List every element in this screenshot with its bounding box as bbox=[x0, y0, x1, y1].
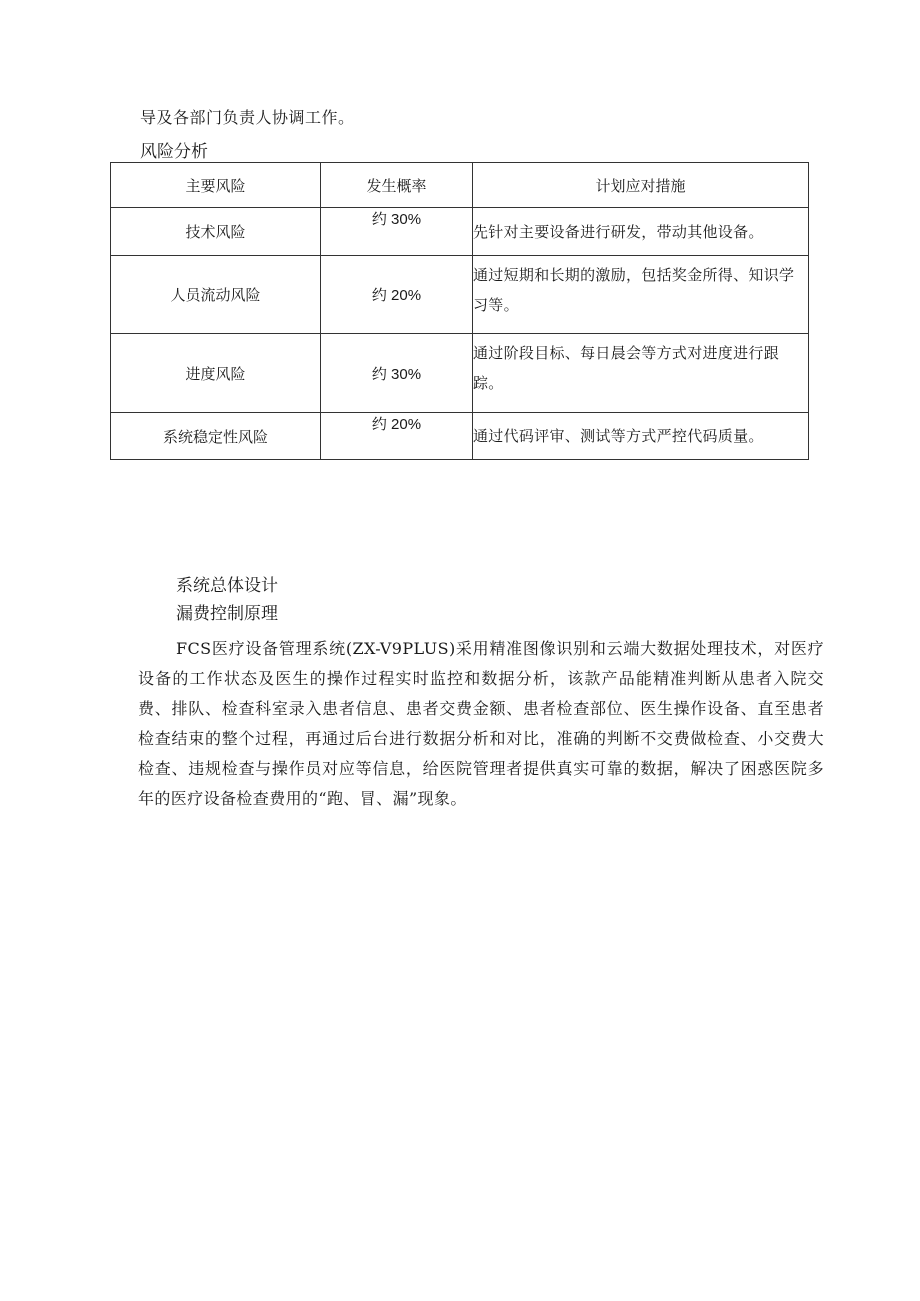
table-header-row bbox=[111, 163, 809, 208]
header-countermeasure: 计划应对措施 bbox=[473, 163, 809, 208]
risk-name-cell: 技术风险 bbox=[111, 208, 321, 256]
measure-cell: 通过阶段目标、每日晨会等方式对进度进行跟踪。 bbox=[473, 334, 809, 413]
risk-table bbox=[110, 162, 809, 460]
risk-name-cell: 人员流动风险 bbox=[111, 256, 321, 334]
risk-name-cell: 进度风险 bbox=[111, 334, 321, 413]
table-row bbox=[111, 256, 809, 334]
table-row bbox=[111, 208, 809, 256]
probability-cell: 约 20% bbox=[321, 256, 473, 334]
table-row bbox=[111, 413, 809, 460]
system-design-heading: 系统总体设计 bbox=[176, 576, 278, 596]
probability-cell: 约 20% bbox=[321, 413, 473, 460]
table-row bbox=[111, 334, 809, 413]
risk-name-cell: 系统稳定性风险 bbox=[111, 413, 321, 460]
design-paragraph: FCS医疗设备管理系统(ZX-V9PLUS)采用精准图像识别和云端大数据处理技术，对医疗设备的工作状态及医生的操作过程实时监控和数据分析，该款产品能精准判断从患者入院交费、排队、检查科室录入患者信息、患者交费金额、患者检查部位、医生操作设备、直至患者检查结束的整个过程，再通过后台进行数据分析和对比，准确的判断不交费做检查、小交费大检查、违规检查与操作员对应等信息，给医院管理者提供真实可靠的数据，解决了困惑医院多年的医疗设备检查费用的“跑、冒、漏”现象。 bbox=[138, 639, 824, 808]
header-probability: 发生概率 bbox=[321, 163, 473, 208]
measure-cell: 通过短期和长期的激励，包括奖金所得、知识学习等。 bbox=[473, 256, 809, 334]
intro-text: 导及各部门负责人协调工作。 bbox=[140, 108, 355, 127]
risk-analysis-title: 风险分析 bbox=[140, 142, 208, 162]
leak-control-subheading: 漏费控制原理 bbox=[176, 604, 278, 624]
probability-cell: 约 30% bbox=[321, 334, 473, 413]
header-main-risk: 主要风险 bbox=[111, 163, 321, 208]
measure-cell: 先针对主要设备进行研发，带动其他设备。 bbox=[473, 208, 809, 256]
measure-cell: 通过代码评审、测试等方式严控代码质量。 bbox=[473, 413, 809, 460]
probability-cell: 约 30% bbox=[321, 208, 473, 256]
